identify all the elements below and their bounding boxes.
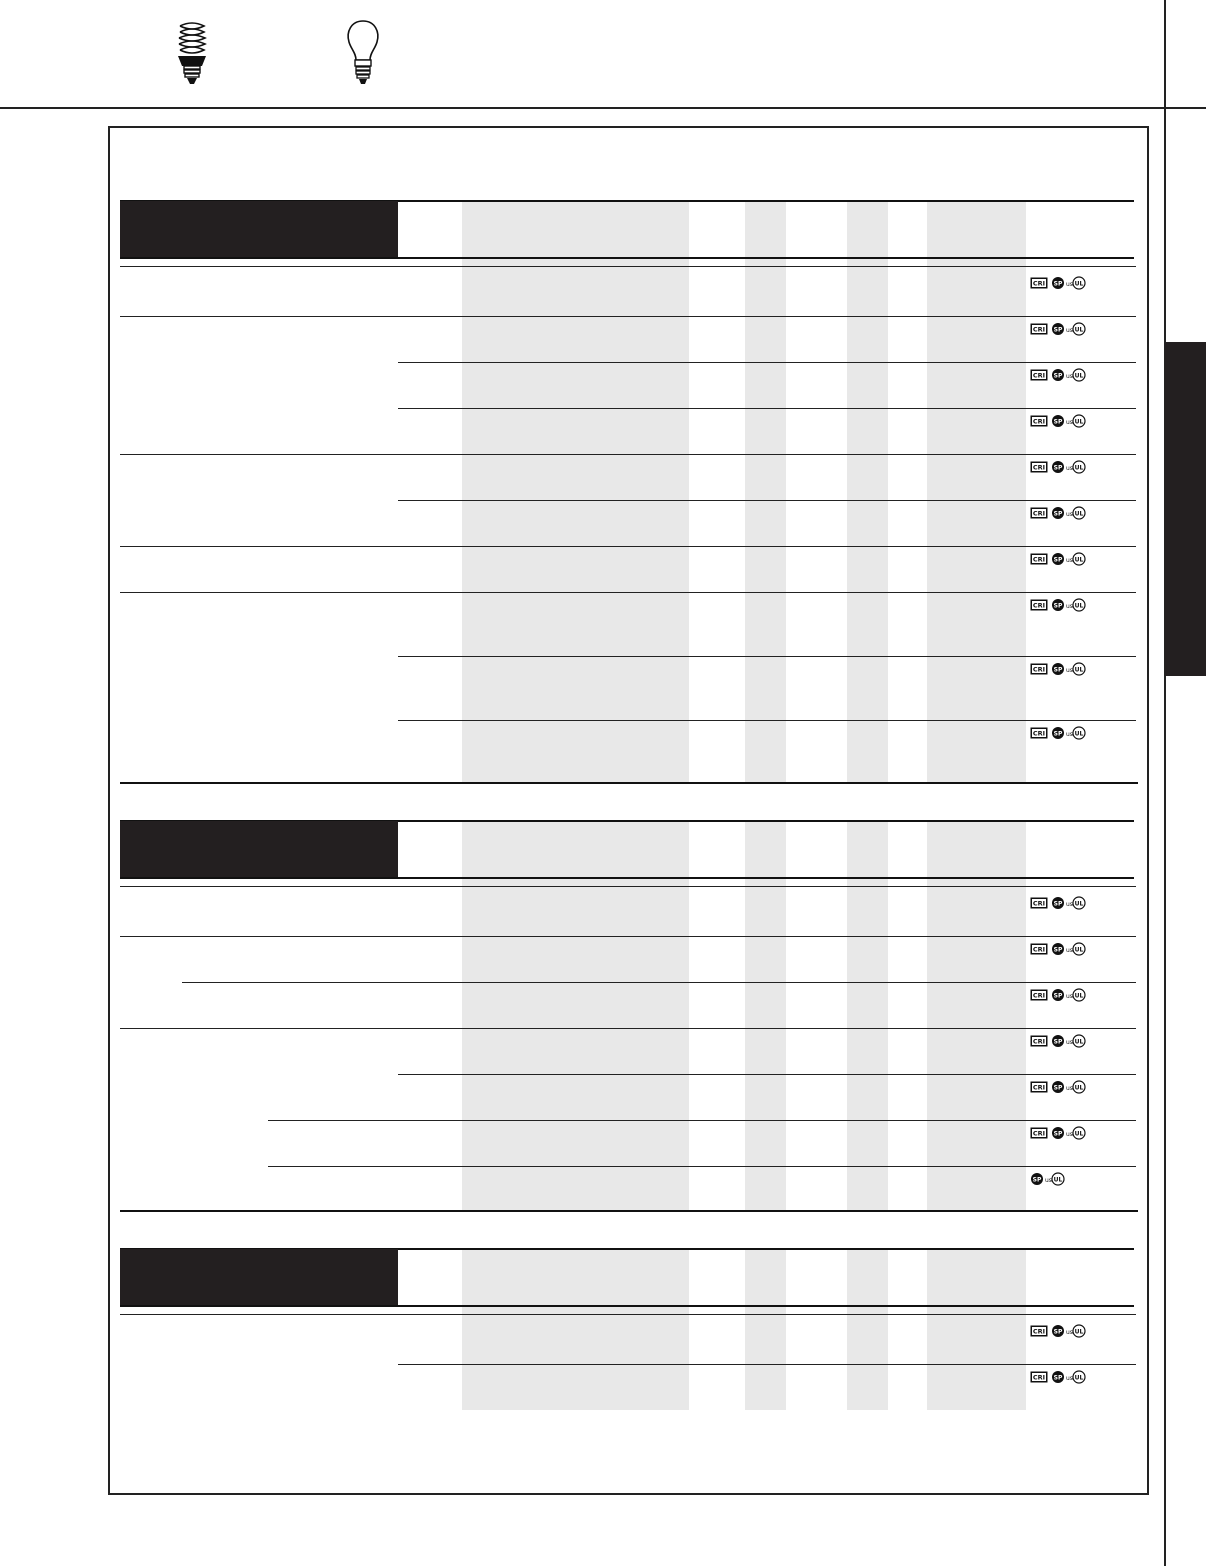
svg-text:UL: UL [1074, 1130, 1084, 1138]
certification-marks [1030, 1126, 1086, 1140]
row-divider [120, 1028, 1136, 1029]
row-divider [268, 1166, 1136, 1167]
svg-text:UL: UL [1074, 946, 1084, 954]
svg-text:SP: SP [1053, 992, 1063, 1000]
svg-text:SP: SP [1053, 900, 1063, 908]
svg-text:us: us [1066, 901, 1073, 908]
svg-text:UL: UL [1074, 602, 1084, 610]
svg-text:CRI: CRI [1032, 1373, 1046, 1382]
svg-text:CRI: CRI [1032, 1037, 1046, 1046]
ul-mark-icon [1072, 942, 1086, 956]
svg-text:us: us [1066, 557, 1073, 564]
row-divider [120, 316, 1136, 317]
csa-mark-icon [1051, 896, 1073, 910]
shaded-column [847, 1249, 888, 1410]
certification-marks [1030, 1034, 1086, 1048]
csa-mark-icon [1030, 1172, 1052, 1186]
csa-mark-icon [1051, 322, 1073, 336]
cri-mark-icon [1030, 461, 1048, 473]
row-divider [120, 936, 1136, 937]
svg-text:CRI: CRI [1032, 945, 1046, 954]
svg-text:UL: UL [1074, 1374, 1084, 1382]
csa-mark-icon [1051, 1324, 1073, 1338]
svg-text:UL: UL [1074, 900, 1084, 908]
svg-text:UL: UL [1074, 1328, 1084, 1336]
svg-text:CRI: CRI [1032, 463, 1046, 472]
ul-mark-icon [1072, 368, 1086, 382]
svg-text:us: us [1066, 947, 1073, 954]
certification-marks [1030, 988, 1086, 1002]
svg-text:SP: SP [1053, 730, 1063, 738]
certification-marks [1030, 1324, 1086, 1338]
svg-text:us: us [1066, 281, 1073, 288]
section-bottom-rule [120, 782, 1138, 784]
certification-marks [1030, 552, 1086, 566]
row-divider [120, 546, 1136, 547]
svg-text:us: us [1066, 1085, 1073, 1092]
row-divider [120, 266, 1136, 267]
svg-text:UL: UL [1053, 1176, 1063, 1184]
cri-mark-icon [1030, 277, 1048, 289]
certification-marks [1030, 368, 1086, 382]
cri-mark-icon [1030, 943, 1048, 955]
certification-marks [1030, 1172, 1065, 1186]
shaded-column [462, 1249, 689, 1410]
svg-text:CRI: CRI [1032, 325, 1046, 334]
ul-mark-icon [1072, 662, 1086, 676]
csa-mark-icon [1051, 460, 1073, 474]
row-divider [120, 454, 1136, 455]
csa-mark-icon [1051, 726, 1073, 740]
svg-text:SP: SP [1053, 946, 1063, 954]
certification-marks [1030, 322, 1086, 336]
svg-text:SP: SP [1053, 666, 1063, 674]
ul-mark-icon [1072, 322, 1086, 336]
svg-text:UL: UL [1074, 372, 1084, 380]
side-thumb-tab [1165, 342, 1206, 676]
svg-text:UL: UL [1074, 666, 1084, 674]
svg-text:us: us [1045, 1177, 1052, 1184]
svg-text:CRI: CRI [1032, 665, 1046, 674]
section-header-rule [120, 877, 1134, 879]
certification-marks [1030, 1080, 1086, 1094]
shaded-column [462, 821, 689, 1210]
ul-mark-icon [1072, 414, 1086, 428]
csa-mark-icon [1051, 662, 1073, 676]
svg-text:UL: UL [1074, 464, 1084, 472]
certification-marks [1030, 276, 1086, 290]
csa-mark-icon [1051, 506, 1073, 520]
incandescent-bulb-icon [343, 18, 383, 88]
svg-text:UL: UL [1074, 730, 1084, 738]
csa-mark-icon [1051, 414, 1073, 428]
svg-text:us: us [1066, 511, 1073, 518]
certification-marks [1030, 460, 1086, 474]
svg-text:us: us [1066, 603, 1073, 610]
section-header-band [120, 821, 398, 878]
svg-text:us: us [1066, 1329, 1073, 1336]
cri-mark-icon [1030, 323, 1048, 335]
csa-mark-icon [1051, 942, 1073, 956]
cri-mark-icon [1030, 1081, 1048, 1093]
ul-mark-icon [1072, 1080, 1086, 1094]
csa-mark-icon [1051, 1080, 1073, 1094]
svg-text:CRI: CRI [1032, 371, 1046, 380]
row-divider [268, 1120, 1136, 1121]
certification-marks [1030, 896, 1086, 910]
svg-text:CRI: CRI [1032, 601, 1046, 610]
certification-marks [1030, 942, 1086, 956]
shaded-column [927, 1249, 1026, 1410]
svg-text:us: us [1066, 667, 1073, 674]
row-divider [182, 982, 1136, 983]
page-header-rule [0, 107, 1206, 109]
svg-text:us: us [1066, 731, 1073, 738]
certification-marks [1030, 598, 1086, 612]
section-header-rule [120, 1305, 1134, 1307]
shaded-column [927, 201, 1026, 782]
section-header-rule [120, 257, 1134, 259]
row-divider [398, 1364, 1136, 1365]
cri-mark-icon [1030, 897, 1048, 909]
cri-mark-icon [1030, 989, 1048, 1001]
cri-mark-icon [1030, 1325, 1048, 1337]
section-bottom-rule [120, 1210, 1138, 1212]
section-header-band [120, 1249, 398, 1306]
svg-text:UL: UL [1074, 326, 1084, 334]
svg-text:us: us [1066, 1375, 1073, 1382]
svg-text:SP: SP [1053, 602, 1063, 610]
cfl-spiral-bulb-icon [170, 18, 214, 88]
svg-text:UL: UL [1074, 280, 1084, 288]
csa-mark-icon [1051, 552, 1073, 566]
row-divider [398, 362, 1136, 363]
svg-text:us: us [1066, 327, 1073, 334]
certification-marks [1030, 662, 1086, 676]
ul-mark-icon [1072, 506, 1086, 520]
svg-text:SP: SP [1032, 1176, 1042, 1184]
cri-mark-icon [1030, 1035, 1048, 1047]
section-header-band [120, 201, 398, 258]
csa-mark-icon [1051, 1126, 1073, 1140]
ul-mark-icon [1072, 598, 1086, 612]
shaded-column [745, 821, 786, 1210]
svg-text:CRI: CRI [1032, 509, 1046, 518]
ul-mark-icon [1072, 988, 1086, 1002]
cri-mark-icon [1030, 507, 1048, 519]
row-divider [398, 720, 1136, 721]
svg-text:CRI: CRI [1032, 279, 1046, 288]
cri-mark-icon [1030, 369, 1048, 381]
ul-mark-icon [1072, 1324, 1086, 1338]
svg-text:SP: SP [1053, 1038, 1063, 1046]
svg-text:UL: UL [1074, 1084, 1084, 1092]
svg-text:CRI: CRI [1032, 417, 1046, 426]
row-divider [398, 1074, 1136, 1075]
svg-text:SP: SP [1053, 510, 1063, 518]
certification-marks [1030, 506, 1086, 520]
svg-text:SP: SP [1053, 372, 1063, 380]
certification-marks [1030, 726, 1086, 740]
svg-text:CRI: CRI [1032, 1327, 1046, 1336]
svg-text:UL: UL [1074, 1038, 1084, 1046]
csa-mark-icon [1051, 276, 1073, 290]
cri-mark-icon [1030, 1127, 1048, 1139]
svg-text:us: us [1066, 419, 1073, 426]
svg-text:SP: SP [1053, 1328, 1063, 1336]
svg-text:us: us [1066, 993, 1073, 1000]
page-margin-rule [1164, 0, 1166, 1566]
cri-mark-icon [1030, 727, 1048, 739]
svg-text:us: us [1066, 465, 1073, 472]
svg-text:SP: SP [1053, 1084, 1063, 1092]
csa-mark-icon [1051, 598, 1073, 612]
svg-text:CRI: CRI [1032, 991, 1046, 1000]
cri-mark-icon [1030, 599, 1048, 611]
shaded-column [847, 821, 888, 1210]
svg-text:CRI: CRI [1032, 1083, 1046, 1092]
cri-mark-icon [1030, 415, 1048, 427]
csa-mark-icon [1051, 988, 1073, 1002]
cri-mark-icon [1030, 663, 1048, 675]
ul-mark-icon [1072, 552, 1086, 566]
row-divider [120, 886, 1136, 887]
row-divider [398, 500, 1136, 501]
certification-marks [1030, 414, 1086, 428]
row-divider [398, 656, 1136, 657]
csa-mark-icon [1051, 1370, 1073, 1384]
svg-text:us: us [1066, 1039, 1073, 1046]
svg-text:SP: SP [1053, 418, 1063, 426]
svg-text:UL: UL [1074, 510, 1084, 518]
csa-mark-icon [1051, 1034, 1073, 1048]
svg-text:SP: SP [1053, 556, 1063, 564]
svg-text:SP: SP [1053, 1374, 1063, 1382]
svg-text:CRI: CRI [1032, 899, 1046, 908]
row-divider [120, 1314, 1136, 1315]
svg-text:UL: UL [1074, 418, 1084, 426]
svg-text:us: us [1066, 373, 1073, 380]
shaded-column [462, 201, 689, 782]
ul-mark-icon [1072, 726, 1086, 740]
svg-text:SP: SP [1053, 464, 1063, 472]
svg-text:UL: UL [1074, 992, 1084, 1000]
svg-text:CRI: CRI [1032, 555, 1046, 564]
shaded-column [745, 1249, 786, 1410]
shaded-column [927, 821, 1026, 1210]
ul-mark-icon [1072, 276, 1086, 290]
ul-mark-icon [1072, 460, 1086, 474]
ul-mark-icon [1072, 1370, 1086, 1384]
cri-mark-icon [1030, 553, 1048, 565]
shaded-column [745, 201, 786, 782]
shaded-column [847, 201, 888, 782]
row-divider [398, 408, 1136, 409]
certification-marks [1030, 1370, 1086, 1384]
svg-text:CRI: CRI [1032, 1129, 1046, 1138]
ul-mark-icon [1051, 1172, 1065, 1186]
ul-mark-icon [1072, 1034, 1086, 1048]
csa-mark-icon [1051, 368, 1073, 382]
svg-text:SP: SP [1053, 326, 1063, 334]
cri-mark-icon [1030, 1371, 1048, 1383]
svg-text:SP: SP [1053, 280, 1063, 288]
ul-mark-icon [1072, 1126, 1086, 1140]
svg-text:CRI: CRI [1032, 729, 1046, 738]
svg-text:UL: UL [1074, 556, 1084, 564]
svg-text:SP: SP [1053, 1130, 1063, 1138]
ul-mark-icon [1072, 896, 1086, 910]
row-divider [120, 592, 1136, 593]
svg-text:us: us [1066, 1131, 1073, 1138]
